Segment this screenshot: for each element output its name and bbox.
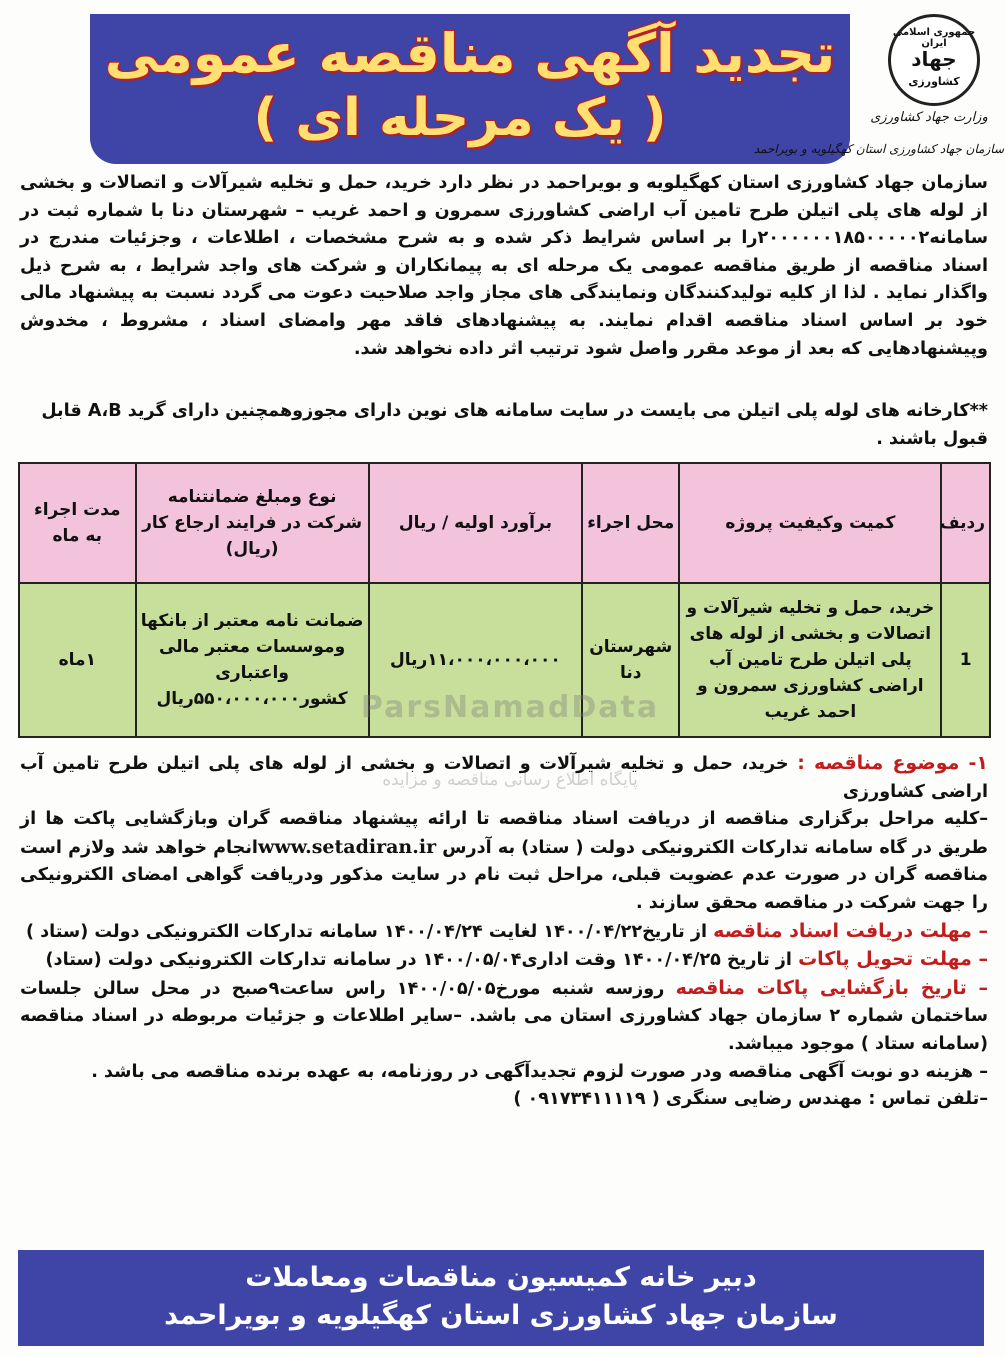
footer-banner	[18, 1250, 984, 1346]
notice-subtitle: ( یک مرحله ای )	[253, 88, 667, 148]
ministry-name: وزارت جهاد کشاورزی	[870, 110, 988, 125]
footer-line-1: دبیر خانه کمیسیون مناقصات ومعاملات	[245, 1262, 757, 1293]
cell-location: شهرستان دنا	[582, 583, 679, 737]
watermark-subtitle: پایگاه اطلاع رسانی مناقصه و مزایده	[382, 770, 638, 790]
subject-text: خرید، حمل و تخلیه شیرآلات و اتصالات و بخشی از لوله های پلی اتیلن طرح تامین آب اراضی کشاورزی	[20, 754, 988, 802]
header-location: محل اجراء	[582, 463, 679, 583]
conditions-section	[20, 750, 988, 1114]
logo-sub-text: کشاورزی	[908, 75, 960, 88]
header-duration: مدت اجراء به ماه	[19, 463, 136, 583]
cell-project: خرید، حمل و تخلیه شیرآلات و اتصالات و بخشی از لوله های پلی اتیلن طرح تامین آب اراضی کشاورزی سمرون و احمد غریب	[679, 583, 941, 737]
footer-line-2: سازمان جهاد کشاورزی استان کهگیلویه و بویراحمد	[164, 1300, 838, 1331]
table-row	[19, 583, 990, 737]
cell-guarantee: ضمانت نامه معتبر از بانکها وموسسات معتبر مالی واعتباری کشور۵۵۰،۰۰۰،۰۰۰ریال	[136, 583, 369, 737]
header	[0, 0, 1005, 165]
cell-estimate: ۱۱،۰۰۰،۰۰۰،۰۰۰ریال	[369, 583, 583, 737]
phone-paragraph: –تلفن تماس : مهندس رضایی سنگری ( ۰۹۱۷۳۴۱۱۱۱۹ )	[513, 1089, 988, 1110]
delivery-paragraph	[20, 946, 988, 975]
opening-text: روزسه شنبه مورخ۱۴۰۰/۰۵/۰۵ راس ساعت۹صبح در محل سالن جلسات ساختمان شماره ۲ سازمان جهاد کشاورزی استان می باشد. –سایر اطلاعات و جزئیات مربوطه در اسناد مناقصه (سامانه ستاد ) موجود میباشد.	[20, 978, 988, 1054]
header-estimate: برآورد اولیه / ریال	[369, 463, 583, 583]
delivery-text: از تاریخ ۱۴۰۰/۰۴/۲۵ وقت اداری۱۴۰۰/۰۵/۰۴ در سامانه تدارکات الکترونیکی دولت (ستاد)	[45, 950, 799, 971]
intro-paragraph: سازمان جهاد کشاورزی استان کهگیلویه و بویراحمد در نظر دارد خرید، حمل و تخلیه شیرآلات و اتصالات و بخشی از لوله های پلی اتیلن طرح تامین آب اراضی کشاورزی سمرون و احمد غریب – شهرستان دنا با شماره ثبت در سامانه۲۰۰۰۰۰۰۱۸۵۰۰۰۰۰۲را بر اساس شرایط ذکر شده و به شرح مشخصات ، اطلاعات ، وجزئیات مندرج در اسناد مناقصه از طریق مناقصه عمومی یک مرحله ای به پیمانکاران و شرکت های واجد شرایط ، به شرح ذیل واگذار نماید . لذا از کلیه تولیدکنندگان ونمایندگی های مجاز واجد صلاحیت دعوت می گردد نسبت به پیشنهاد مالی خود بر اساس اسناد مناقصه اقدام نمایند. به پیشنهادهای فاقد مهر وامضای اسناد ، مشروط ، مخدوش وپیشنهادهایی که بعد از موعد مقرر واصل شود ترتیب اثر داده نخواهد شد.	[20, 173, 988, 359]
doc-deadline-label: – مهلت دریافت اسناد مناقصه	[713, 919, 988, 942]
watermark-brand: ParsNamadData	[360, 690, 660, 725]
table-header-row	[19, 463, 990, 583]
grade-note: **کارخانه های لوله پلی اتیلن می بایست در سایت سامانه های نوین دارای مجوزوهمچنین دارای گرید A،B قابل قبول باشند .	[41, 401, 988, 449]
doc-deadline-paragraph	[20, 918, 988, 947]
process-paragraph	[20, 806, 988, 917]
header-row-number: ردیف	[941, 463, 990, 583]
logo-main-text: جهاد	[911, 47, 957, 71]
organization-name: سازمان جهاد کشاورزی استان کهگیلویه و بویراحمد	[753, 142, 1004, 156]
notice-title: تجدید آگهی مناقصه عمومی	[104, 22, 836, 85]
logo-small-text: جمهوری اسلامی ایران	[892, 27, 976, 49]
header-project: کمیت وکیفیت پروژه	[679, 463, 941, 583]
doc-deadline-text: از تاریخ۱۴۰۰/۰۴/۲۲ لغایت ۱۴۰۰/۰۴/۲۴ سامانه تدارکات الکترونیکی دولت (ستاد )	[25, 921, 714, 942]
cell-duration: ۱ماه	[19, 583, 136, 737]
subject-paragraph	[20, 750, 988, 806]
cost-paragraph: – هزینه دو نوبت آگهی مناقصه ودر صورت لزوم تجدیدآگهی در روزنامه، به عهده برنده مناقصه می باشد .	[91, 1061, 988, 1082]
opening-paragraph	[20, 975, 988, 1059]
process-text-1: –کلیه مراحل برگزاری مناقصه از دریافت اسناد مناقصه تا ارائه پیشنهاد مناقصه گران وبازگشایی پاکت ها از طریق در گاه سامانه تدارکات الکترونیکی دولت ( ستاد) به آدرس	[20, 809, 988, 858]
cell-row-number: 1	[941, 583, 990, 737]
project-table	[18, 462, 991, 738]
subject-label: ۱- موضوع مناقصه :	[797, 752, 988, 774]
process-text-2: انجام خواهد شد ولازم است مناقصه گران در صورت عدم عضویت قبلی، مراحل ثبت نام در سایت مذکور ودریافت گواهی امضای الکترونیکی را جهت شرکت در مناقصه محقق سازند .	[20, 837, 988, 913]
website-link[interactable]: www.setadiran.ir	[257, 835, 437, 858]
header-guarantee: نوع ومبلغ ضمانتنامه شرکت در فرایند ارجاع کار (ریال)	[136, 463, 369, 583]
opening-label: – تاریخ بازگشایی پاکات مناقصه	[675, 976, 988, 999]
delivery-label: – مهلت تحویل پاکات	[798, 948, 988, 971]
logo-emblem	[888, 14, 980, 106]
